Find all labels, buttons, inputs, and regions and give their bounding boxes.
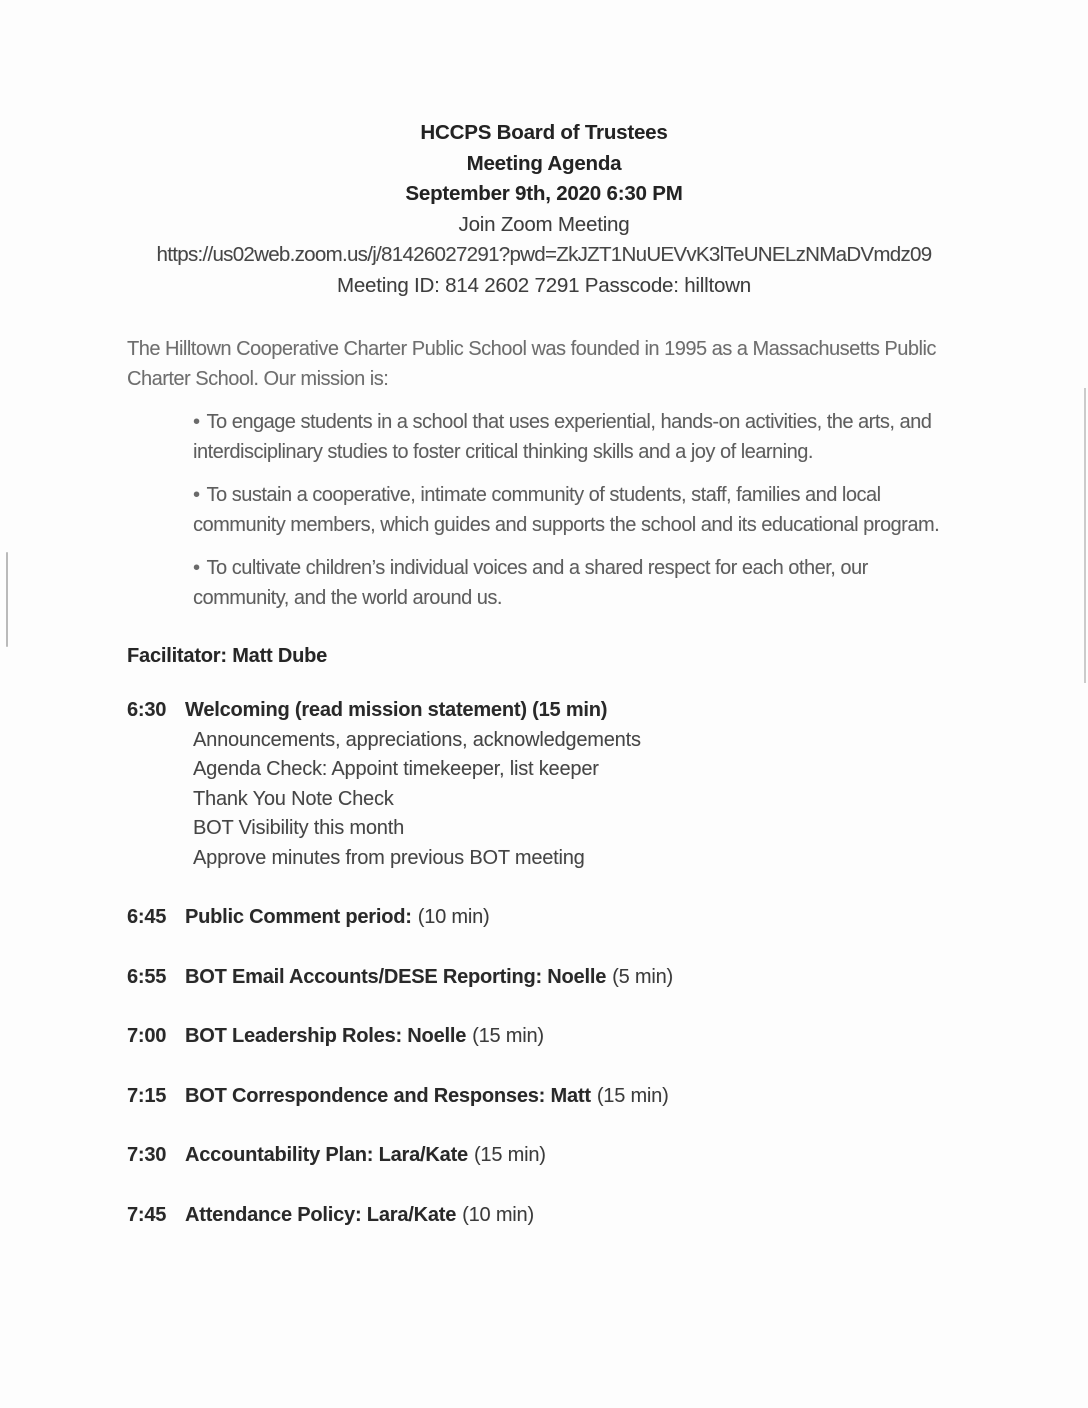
agenda-title (185, 1022, 1088, 1052)
agenda-title-note: (15 min) (473, 1144, 546, 1166)
bullet-icon: • (193, 411, 200, 433)
agenda-title-note: (15 min) (596, 1084, 669, 1107)
agenda-title-bold: BOT Correspondence and Responses: Matt (185, 1084, 591, 1107)
agenda-subitems (185, 726, 1088, 874)
agenda-time: 7:00 (127, 1025, 167, 1047)
zoom-meeting-url: https://us02web.zoom.us/j/81426027291?pwd=ZkJZT1NuUEVvK3lTeUNELzNMaDVmdz09 (156, 243, 932, 266)
agenda-item-email-accounts (127, 963, 1088, 993)
agenda-time: 7:30 (127, 1144, 167, 1166)
agenda-title-bold: Accountability Plan: Lara/Kate (185, 1144, 468, 1166)
agenda-list (127, 696, 1088, 1230)
agenda-item-public-comment (127, 903, 1088, 933)
agenda-title (185, 696, 1088, 726)
scan-artifact-right-edge (1084, 388, 1086, 683)
doc-subtitle: Meeting Agenda (466, 151, 622, 175)
agenda-title (185, 1082, 1088, 1112)
mission-bullet (193, 554, 968, 613)
bullet-icon: • (193, 557, 200, 579)
doc-datetime: September 9th, 2020 6:30 PM (405, 182, 683, 205)
agenda-time: 7:15 (127, 1084, 167, 1107)
agenda-title-note: (10 min) (462, 1203, 534, 1226)
mission-bullet (193, 408, 968, 467)
agenda-title-note: (15 min) (472, 1025, 544, 1047)
agenda-title-note: (5 min) (612, 965, 673, 988)
scan-artifact-left-edge (6, 552, 8, 647)
agenda-title-bold: Public Comment period: (185, 906, 412, 928)
mission-bullet-list (0, 408, 1088, 613)
agenda-time: 7:45 (127, 1203, 167, 1226)
facilitator-line: Facilitator: Matt Dube (127, 645, 328, 667)
agenda-subitem: Agenda Check: Appoint timekeeper, list keeper (193, 758, 599, 780)
mission-bullet-text: To sustain a cooperative, intimate community of students, staff, families and local community members, which guides and supports the school and its educational program. (193, 484, 940, 536)
agenda-title (185, 1141, 1088, 1171)
agenda-title-note: (10 min) (417, 906, 490, 928)
agenda-subitem: Approve minutes from previous BOT meeting (193, 846, 585, 869)
document-header (0, 118, 1088, 301)
agenda-title-bold: Welcoming (read mission statement) (15 min) (185, 699, 608, 721)
agenda-title-bold: BOT Email Accounts/DESE Reporting: Noelle (185, 965, 607, 988)
agenda-content (185, 696, 1088, 873)
agenda-subitem: Thank You Note Check (193, 787, 394, 810)
agenda-item-accountability-plan (127, 1141, 1088, 1171)
agenda-subitem: Announcements, appreciations, acknowledgements (193, 728, 641, 751)
agenda-item-correspondence (127, 1082, 1088, 1112)
agenda-time: 6:30 (127, 699, 167, 721)
agenda-time: 6:45 (127, 906, 167, 928)
doc-title: HCCPS Board of Trustees (420, 121, 668, 144)
join-zoom-label: Join Zoom Meeting (458, 212, 630, 236)
agenda-item-welcoming (127, 696, 1088, 873)
agenda-title (185, 903, 1088, 933)
agenda-item-attendance-policy (127, 1201, 1088, 1231)
mission-bullet-text: To engage students in a school that uses experiential, hands-on activities, the arts, and interdisciplinary studies to foster critical thinking skills and a joy of learning. (193, 411, 932, 463)
bullet-icon: • (193, 484, 200, 506)
agenda-title (185, 1201, 1088, 1231)
mission-bullet (193, 481, 968, 540)
mission-intro: The Hilltown Cooperative Charter Public School was founded in 1995 as a Massachusetts Public Charter School. Our mission is: (127, 338, 936, 390)
agenda-title-bold: Attendance Policy: Lara/Kate (185, 1203, 457, 1226)
mission-bullet-text: To cultivate children’s individual voices and a shared respect for each other, our community, and the world around us. (193, 557, 868, 609)
agenda-item-leadership-roles (127, 1022, 1088, 1052)
meeting-id-passcode-line: Meeting ID: 814 2602 7291 Passcode: hilltown (336, 273, 751, 297)
agenda-subitem: BOT Visibility this month (193, 817, 405, 839)
agenda-time: 6:55 (127, 965, 167, 988)
agenda-title (185, 963, 1088, 993)
agenda-title-bold: BOT Leadership Roles: Noelle (185, 1025, 467, 1047)
